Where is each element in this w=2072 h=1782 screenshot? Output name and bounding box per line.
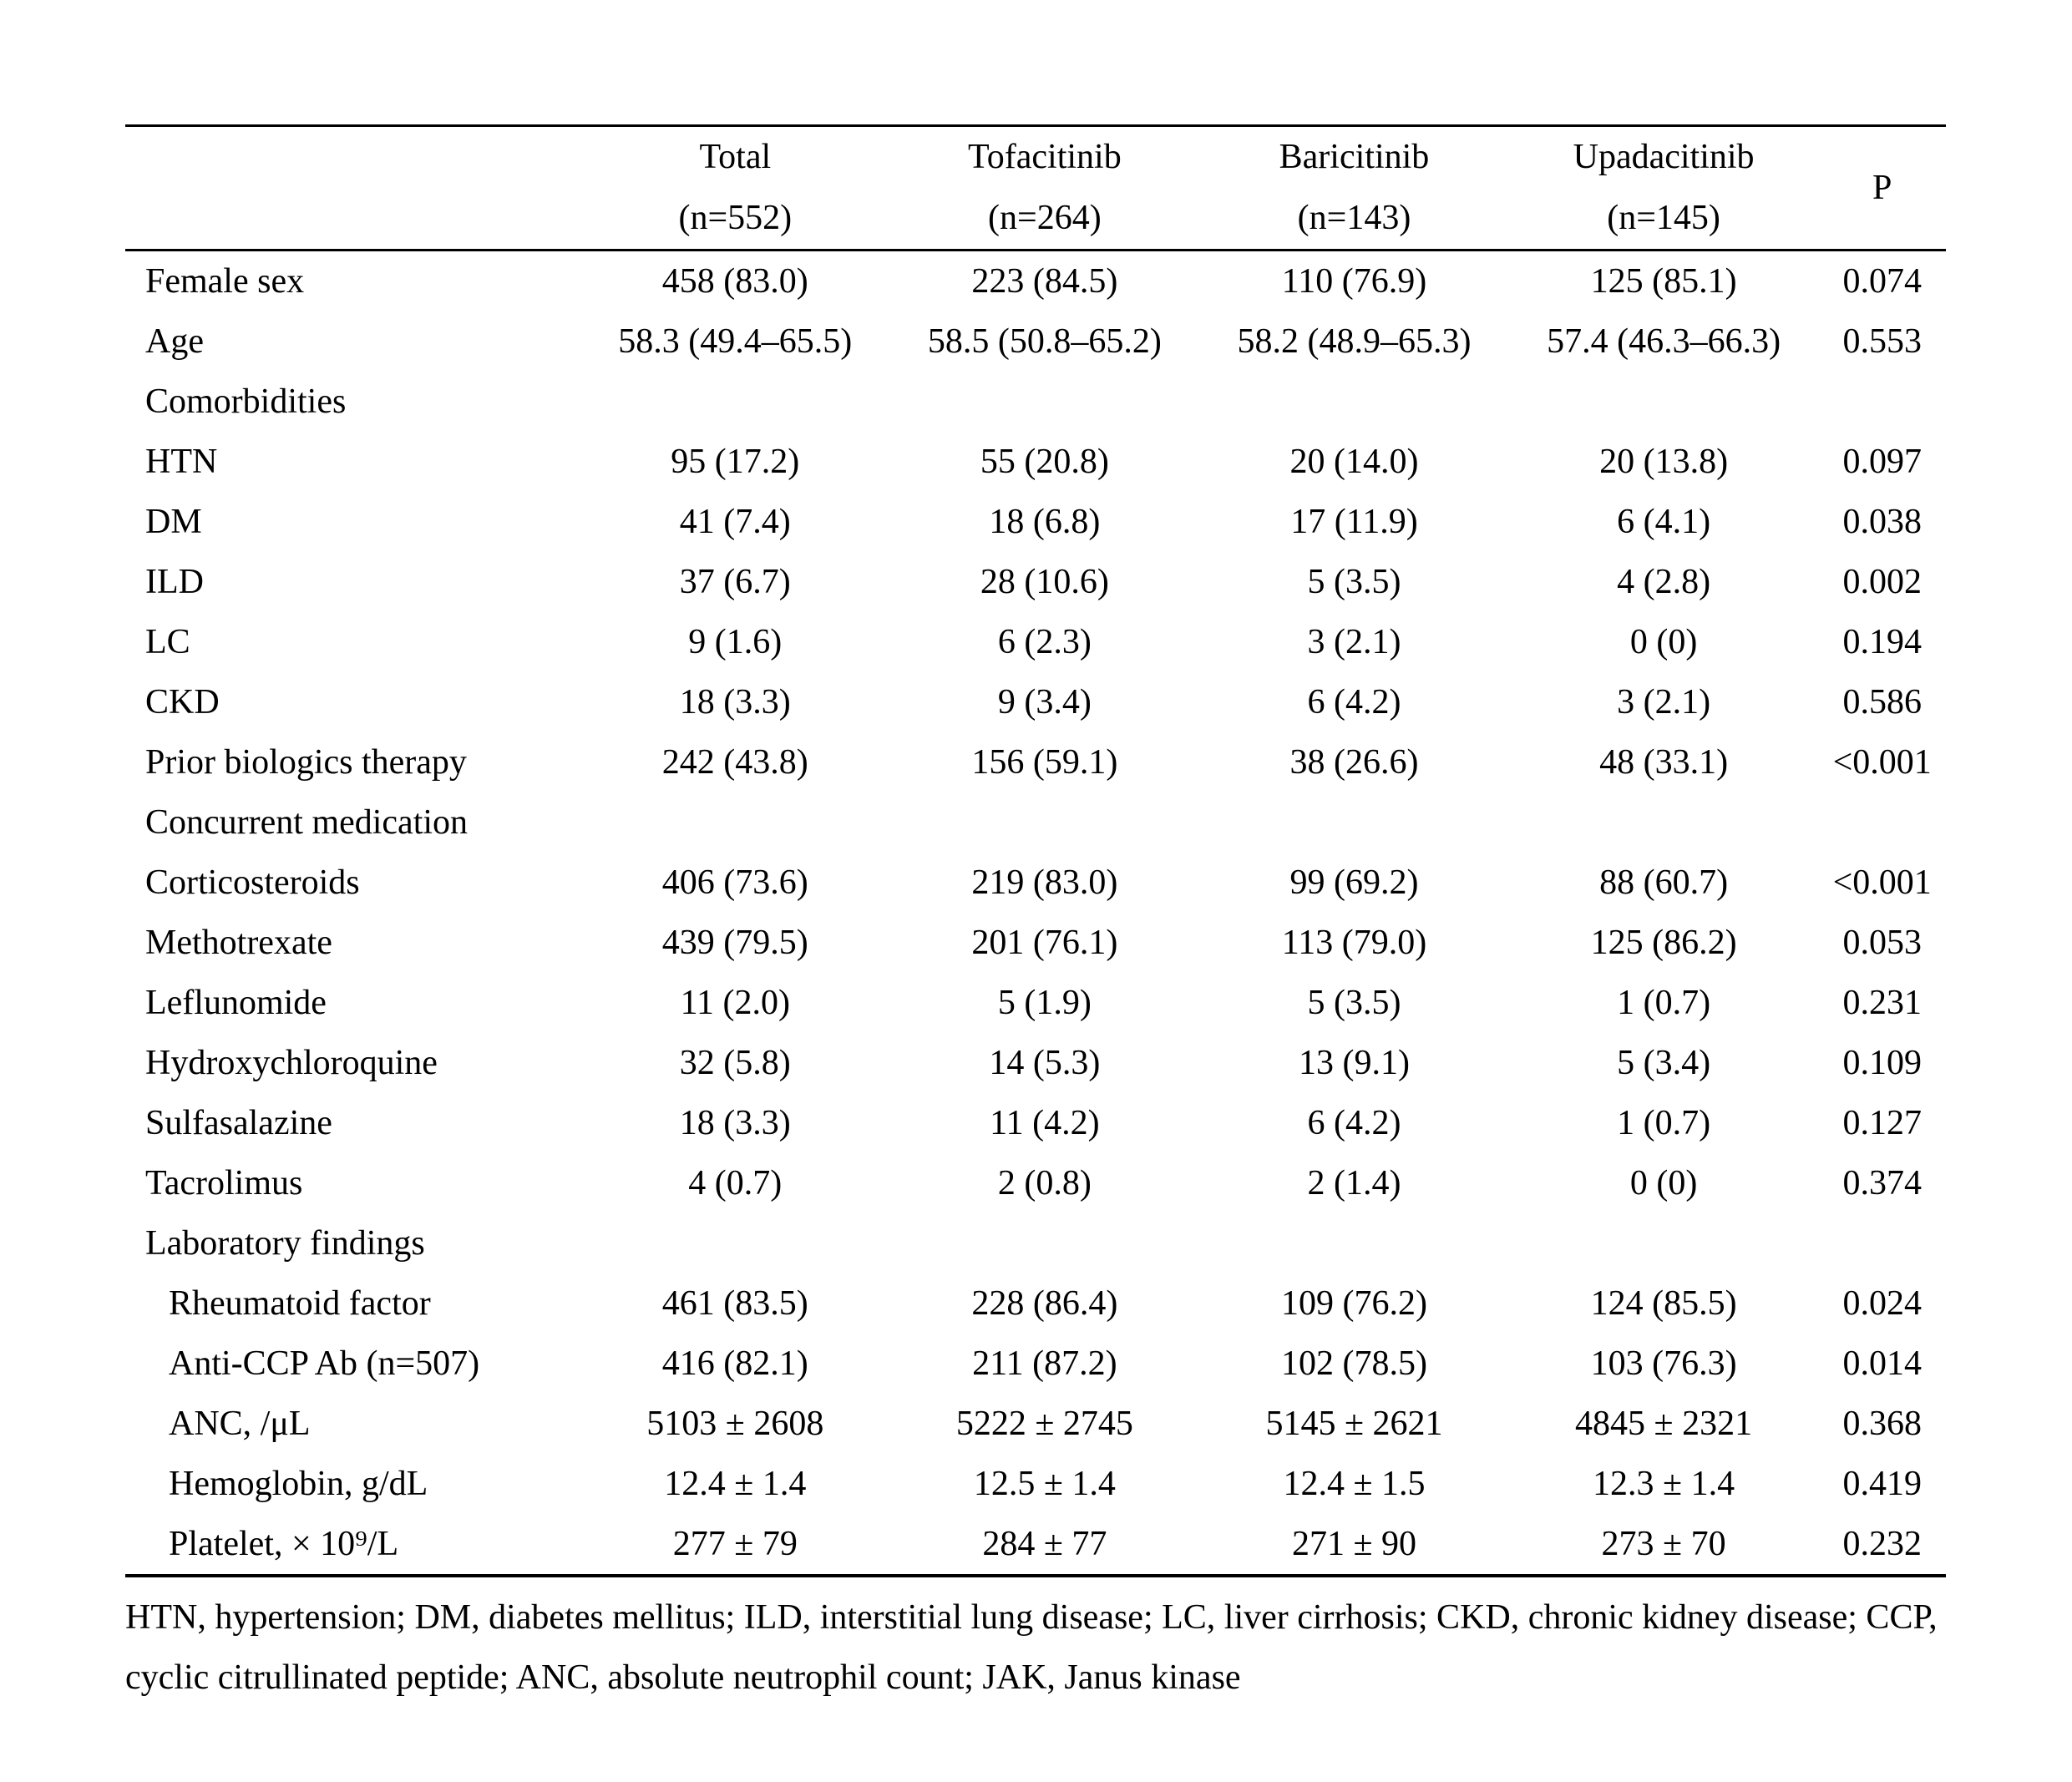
value-cell: 18 (6.8)	[989, 503, 1101, 541]
value-cell: 12.5 ± 1.4	[973, 1465, 1116, 1503]
table-row	[125, 552, 1946, 612]
p-value-cell: 0.053	[1842, 924, 1922, 962]
p-value-cell: <0.001	[1832, 863, 1932, 902]
table-row	[125, 311, 1946, 372]
value-cell: 58.3 (49.4–65.5)	[618, 322, 853, 361]
value-cell: 38 (26.6)	[1289, 743, 1419, 782]
table-row	[125, 672, 1946, 732]
column-header-baricitinib-name: Baricitinib	[1279, 138, 1430, 176]
value-cell: 6 (2.3)	[997, 623, 1092, 661]
column-header-total-n: (n=552)	[678, 199, 793, 237]
value-cell	[580, 1213, 890, 1273]
value-cell: 32 (5.8)	[679, 1044, 791, 1082]
value-cell: 18 (3.3)	[679, 683, 791, 721]
value-cell: 273 ± 70	[1601, 1525, 1726, 1563]
value-cell: 20 (13.8)	[1599, 443, 1729, 481]
column-header-total	[580, 126, 890, 251]
value-cell: 6 (4.1)	[1617, 503, 1711, 541]
value-cell: 5 (3.4)	[1617, 1044, 1711, 1082]
row-label: Female sex	[145, 262, 305, 301]
p-value-cell	[1818, 792, 1946, 853]
p-value-cell: 0.038	[1842, 503, 1922, 541]
value-cell: 103 (76.3)	[1590, 1344, 1737, 1383]
table-row	[125, 1514, 1946, 1576]
value-cell: 461 (83.5)	[661, 1284, 808, 1323]
value-cell: 0 (0)	[1629, 1164, 1698, 1202]
header-row	[125, 126, 1946, 251]
column-header-tofacitinib-name: Tofacitinib	[968, 138, 1122, 176]
value-cell: 1 (0.7)	[1617, 1104, 1711, 1142]
value-cell: 17 (11.9)	[1290, 503, 1418, 541]
p-value-cell: 0.374	[1842, 1164, 1922, 1202]
value-cell: 5 (3.5)	[1307, 984, 1401, 1022]
table-row	[125, 913, 1946, 973]
table-row	[125, 1394, 1946, 1454]
value-cell: 6 (4.2)	[1307, 1104, 1401, 1142]
table-row	[125, 251, 1946, 312]
p-value-cell: 0.553	[1842, 322, 1922, 361]
value-cell: 4 (2.8)	[1617, 563, 1711, 601]
value-cell: 57.4 (46.3–66.3)	[1547, 322, 1781, 361]
p-value-cell: 0.127	[1842, 1104, 1922, 1142]
value-cell: 5103 ± 2608	[646, 1405, 824, 1443]
value-cell: 125 (85.1)	[1590, 262, 1737, 301]
p-value-cell: 0.109	[1842, 1044, 1922, 1082]
value-cell: 4 (0.7)	[688, 1164, 783, 1202]
column-header-total-name: Total	[699, 138, 772, 176]
footnote-line-1: HTN, hypertension; DM, diabetes mellitus; ILD, interstitial lung disease; LC, liver cirrhosis; CKD, chronic kidney disease; CCP,	[125, 1598, 1938, 1637]
row-label: Sulfasalazine	[145, 1104, 332, 1142]
p-value-cell: <0.001	[1832, 743, 1932, 782]
value-cell: 1 (0.7)	[1617, 984, 1711, 1022]
column-header-upadacitinib-name: Upadacitinib	[1573, 138, 1755, 176]
value-cell: 109 (76.2)	[1280, 1284, 1427, 1323]
value-cell: 113 (79.0)	[1281, 924, 1427, 962]
value-cell: 13 (9.1)	[1298, 1044, 1410, 1082]
value-cell: 5145 ± 2621	[1265, 1405, 1443, 1443]
value-cell: 110 (76.9)	[1281, 262, 1427, 301]
value-cell: 9 (3.4)	[997, 683, 1092, 721]
value-cell	[1199, 372, 1509, 432]
row-label: Hydroxychloroquine	[145, 1044, 438, 1082]
column-header-tofacitinib	[890, 126, 1200, 251]
value-cell	[1509, 372, 1819, 432]
column-header-p: P	[1872, 169, 1892, 207]
value-cell	[890, 1213, 1200, 1273]
table-row	[125, 732, 1946, 792]
row-label: Corticosteroids	[145, 863, 360, 902]
row-label: Prior biologics therapy	[145, 743, 467, 782]
table-row	[125, 1273, 1946, 1334]
value-cell: 5 (1.9)	[997, 984, 1092, 1022]
value-cell: 9 (1.6)	[688, 623, 783, 661]
value-cell: 41 (7.4)	[679, 503, 791, 541]
table-row	[125, 1033, 1946, 1093]
value-cell	[1509, 1213, 1819, 1273]
value-cell: 18 (3.3)	[679, 1104, 791, 1142]
column-header-upadacitinib-n: (n=145)	[1607, 199, 1720, 237]
table-row	[125, 612, 1946, 672]
section-label: Comorbidities	[145, 382, 347, 421]
value-cell: 6 (4.2)	[1307, 683, 1401, 721]
row-label: Age	[145, 322, 204, 361]
value-cell: 458 (83.0)	[661, 262, 808, 301]
p-value-cell: 0.586	[1842, 683, 1922, 721]
table-row	[125, 432, 1946, 492]
value-cell: 99 (69.2)	[1289, 863, 1419, 902]
p-value-cell	[1818, 1213, 1946, 1273]
value-cell: 58.5 (50.8–65.2)	[927, 322, 1162, 361]
section-label: Laboratory findings	[145, 1224, 425, 1263]
value-cell: 277 ± 79	[672, 1525, 798, 1563]
value-cell: 5222 ± 2745	[955, 1405, 1133, 1443]
value-cell: 4845 ± 2321	[1575, 1405, 1753, 1443]
p-value-cell: 0.014	[1842, 1344, 1922, 1383]
value-cell: 95 (17.2)	[671, 443, 800, 481]
value-cell: 125 (86.2)	[1590, 924, 1737, 962]
value-cell	[1199, 1213, 1509, 1273]
column-header-baricitinib	[1199, 126, 1509, 251]
value-cell	[580, 372, 890, 432]
p-value-cell: 0.074	[1842, 262, 1922, 301]
value-cell	[1199, 792, 1509, 853]
row-label: Platelet, × 10⁹/L	[169, 1525, 399, 1563]
table-row	[125, 1153, 1946, 1213]
value-cell: 201 (76.1)	[971, 924, 1118, 962]
value-cell: 2 (1.4)	[1307, 1164, 1401, 1202]
row-label: HTN	[145, 443, 218, 481]
table-row	[125, 1454, 1946, 1514]
section-row	[125, 792, 1946, 853]
row-label: Hemoglobin, g/dL	[169, 1465, 428, 1503]
row-label: Anti-CCP Ab (n=507)	[169, 1344, 480, 1383]
value-cell	[580, 792, 890, 853]
row-label: ILD	[145, 563, 204, 601]
section-label: Concurrent medication	[145, 803, 469, 842]
row-label: Rheumatoid factor	[169, 1284, 431, 1323]
value-cell: 3 (2.1)	[1617, 683, 1711, 721]
table-row	[125, 492, 1946, 552]
value-cell: 219 (83.0)	[971, 863, 1118, 902]
value-cell: 48 (33.1)	[1599, 743, 1729, 782]
value-cell: 28 (10.6)	[980, 563, 1109, 601]
p-value-cell: 0.419	[1842, 1465, 1922, 1503]
p-value-cell: 0.231	[1842, 984, 1922, 1022]
column-header-blank	[125, 126, 580, 251]
value-cell: 284 ± 77	[982, 1525, 1107, 1563]
table-row	[125, 1093, 1946, 1153]
value-cell: 416 (82.1)	[661, 1344, 808, 1383]
row-label: DM	[145, 503, 202, 541]
column-header-tofacitinib-n: (n=264)	[988, 199, 1102, 237]
value-cell: 55 (20.8)	[980, 443, 1109, 481]
row-label: Tacrolimus	[145, 1164, 303, 1202]
value-cell: 124 (85.5)	[1590, 1284, 1737, 1323]
value-cell: 242 (43.8)	[661, 743, 808, 782]
value-cell: 20 (14.0)	[1289, 443, 1419, 481]
p-value-cell: 0.024	[1842, 1284, 1922, 1323]
value-cell: 406 (73.6)	[661, 863, 808, 902]
p-value-cell	[1818, 372, 1946, 432]
row-label: CKD	[145, 683, 220, 721]
value-cell: 211 (87.2)	[972, 1344, 1117, 1383]
value-cell: 14 (5.3)	[989, 1044, 1101, 1082]
value-cell	[1509, 792, 1819, 853]
value-cell	[890, 792, 1200, 853]
footnote-line-2: cyclic citrullinated peptide; ANC, absolute neutrophil count; JAK, Janus kinase	[125, 1658, 1241, 1697]
p-value-cell: 0.194	[1842, 623, 1922, 661]
value-cell: 223 (84.5)	[971, 262, 1118, 301]
value-cell: 3 (2.1)	[1307, 623, 1401, 661]
row-label: LC	[145, 623, 190, 661]
p-value-cell: 0.002	[1842, 563, 1922, 601]
value-cell: 11 (4.2)	[990, 1104, 1100, 1142]
table-row	[125, 1334, 1946, 1394]
column-header-baricitinib-n: (n=143)	[1297, 199, 1411, 237]
value-cell: 102 (78.5)	[1280, 1344, 1427, 1383]
value-cell: 228 (86.4)	[971, 1284, 1118, 1323]
value-cell: 5 (3.5)	[1307, 563, 1401, 601]
table-row	[125, 973, 1946, 1033]
value-cell: 439 (79.5)	[661, 924, 808, 962]
value-cell: 12.4 ± 1.5	[1283, 1465, 1426, 1503]
p-value-cell: 0.097	[1842, 443, 1922, 481]
baseline-characteristics-table	[125, 124, 1946, 1577]
value-cell: 37 (6.7)	[679, 563, 791, 601]
row-label: Methotrexate	[145, 924, 332, 962]
p-value-cell: 0.368	[1842, 1405, 1922, 1443]
p-value-cell: 0.232	[1842, 1525, 1922, 1563]
row-label: Leflunomide	[145, 984, 327, 1022]
value-cell: 88 (60.7)	[1599, 863, 1729, 902]
value-cell: 12.3 ± 1.4	[1593, 1465, 1735, 1503]
value-cell	[890, 372, 1200, 432]
table-row	[125, 853, 1946, 913]
section-row	[125, 372, 1946, 432]
footnote	[125, 1587, 1988, 1708]
value-cell: 271 ± 90	[1291, 1525, 1417, 1563]
value-cell: 11 (2.0)	[680, 984, 790, 1022]
value-cell: 58.2 (48.9–65.3)	[1237, 322, 1472, 361]
column-header-upadacitinib	[1509, 126, 1819, 251]
section-row	[125, 1213, 1946, 1273]
row-label: ANC, /μL	[169, 1405, 311, 1443]
value-cell: 12.4 ± 1.4	[664, 1465, 807, 1503]
value-cell: 2 (0.8)	[997, 1164, 1092, 1202]
value-cell: 0 (0)	[1629, 623, 1698, 661]
value-cell: 156 (59.1)	[971, 743, 1118, 782]
